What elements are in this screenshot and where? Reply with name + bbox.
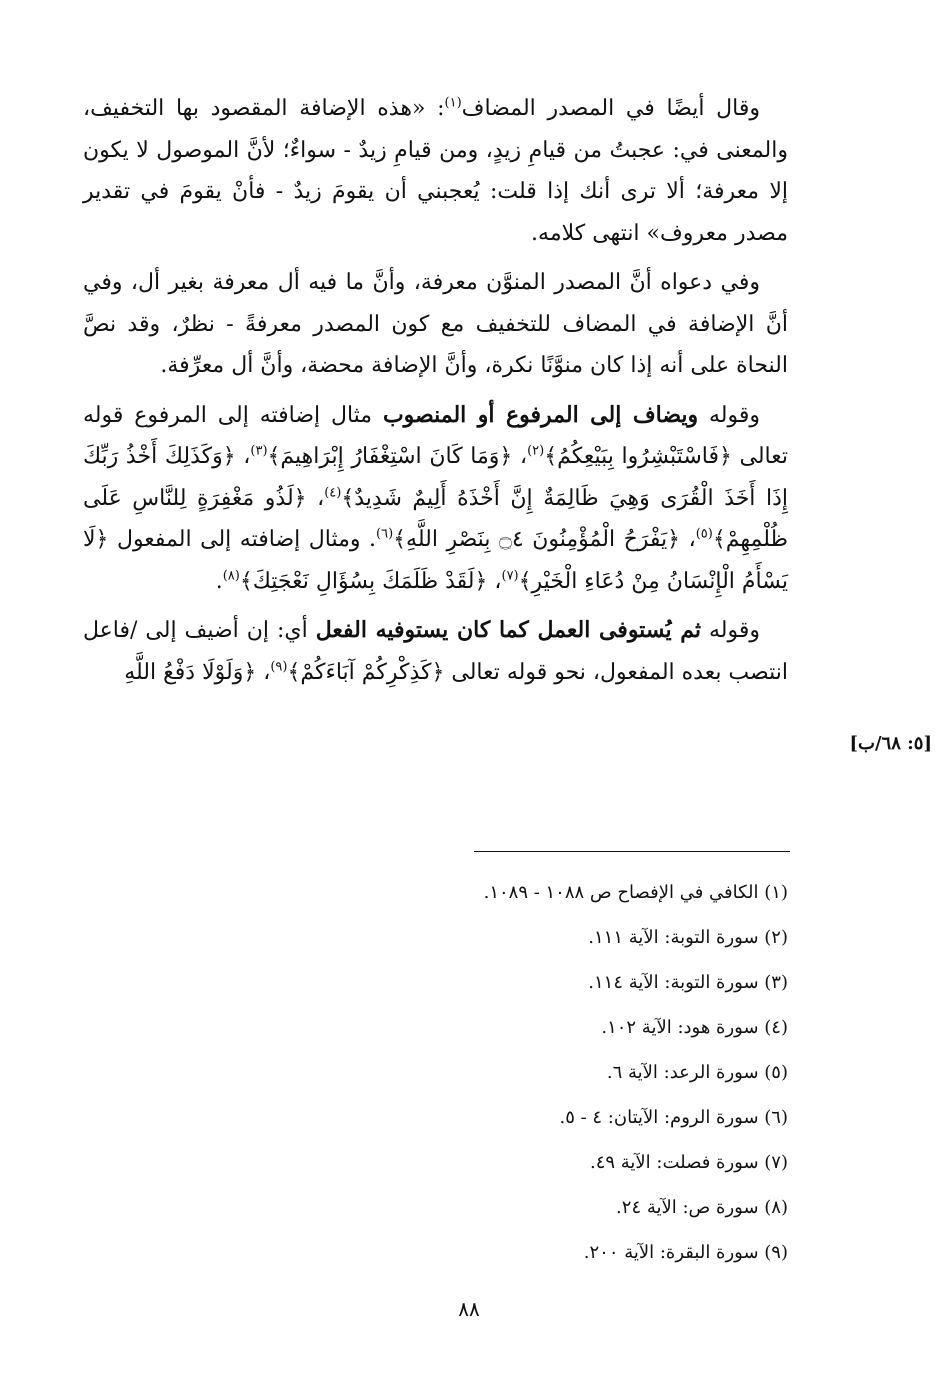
paragraph-4-bold-phrase: ثم يُستوفى العمل كما كان يستوفيه الفعل	[315, 617, 701, 643]
paragraph-3-pre: وقوله	[698, 402, 760, 428]
quran-quote-6: ﴿لَا يَسْأَمُ الْإِنْسَانُ مِنْ دُعَاءِ الْخَيْرِ﴾	[83, 527, 788, 594]
footnote-1: (١) الكافي في الإفصاح ص ١٠٨٨ - ١٠٨٩.	[483, 882, 788, 903]
page-number: ٨٨	[458, 1297, 480, 1321]
paragraph-3-bold-phrase: ويضاف إلى المرفوع أو المنصوب	[382, 401, 699, 428]
paragraph-4-post: أي: إن أضيف إلى /فاعل انتصب بعده المفعول، نحو قوله تعالى	[83, 618, 788, 685]
footnote-ref-8: (٨)	[222, 568, 240, 584]
footnote-ref-7: (٧)	[501, 568, 519, 584]
quran-quote-5: ، ﴿يَفْرَحُ الْمُؤْمِنُونَ ۝٤ بِنَصْرِ اللَّهِ﴾	[393, 527, 696, 552]
quran-quote-7: ، ﴿لَقَدْ ظَلَمَكَ بِسُؤَالِ نَعْجَتِكَ﴾	[239, 568, 502, 594]
quran-quote-1: ﴿فَاسْتَبْشِرُوا بِبَيْعِكُمُ﴾	[544, 444, 732, 469]
footnotes-list	[168, 870, 788, 1275]
footnote-6: (٦) سورة الروم: الآيتان: ٤ - ٥.	[559, 1107, 788, 1128]
footnote-ref-3: (٣)	[250, 443, 268, 459]
footnote-4: (٤) سورة هود: الآية ١٠٢.	[601, 1017, 788, 1038]
footnote-ref-1: (١)	[444, 95, 462, 111]
quran-quote-8: ﴿كَذِكْرِكُمْ آبَاءَكُمْ﴾	[287, 659, 445, 685]
manuscript-folio-marker: [٥: ٦٨/ب]	[849, 733, 932, 754]
footnote-separator	[474, 851, 790, 852]
main-text-block	[83, 88, 788, 701]
footnote-7: (٧) سورة فصلت: الآية ٤٩.	[589, 1152, 788, 1173]
footnote-2: (٢) سورة التوبة: الآية ١١١.	[588, 927, 788, 948]
footnote-9: (٩) سورة البقرة: الآية ٢٠٠.	[583, 1242, 788, 1263]
quran-quote-4: ، ﴿لَذُو مَغْفِرَةٍ لِلنَّاسِ عَلَى ظُلْمِهِمْ﴾	[83, 485, 789, 552]
footnote-5: (٥) سورة الرعد: الآية ٦.	[606, 1062, 788, 1083]
paragraph-2: وفي دعواه أنَّ المصدر المنوَّن معرفة، وأنَّ ما فيه أل معرفة بغير أل، وفي أنَّ الإضافة في المضاف للتخفيف مع كون المصدر معرفةً - نظرٌ، وقد نصَّ النحاة على أنه إذا كان منوَّنًا نكرة، وأنَّ الإضافة محضة، وأنَّ أل معرِّفة.	[83, 270, 788, 378]
footnote-ref-6: (٦)	[376, 526, 394, 542]
paragraph-1-lead: وقال أيضًا في المصدر المضاف	[461, 96, 760, 121]
paragraph-4-pre: وقوله	[701, 618, 760, 643]
paragraph-3-mid: . ومثال إضافته إلى المفعول	[108, 527, 377, 552]
paragraph-3-end: .	[215, 568, 223, 594]
paragraph-1-rest: : «هذه الإضافة المقصود بها التخفيف، والمعنى في: عجبتُ من قيامِ زيدٍ، ومن قيامِ زيدٌ - سواءٌ؛ لأنَّ الموصول لا يكون إلا معرفة؛ ألا ترى أنك إذا قلت: يُعجبني أن يقومَ زيدٌ - فأنْ يقومَ في تقدير مصدر معروف» انتهى كلامه.	[83, 96, 788, 246]
paragraph-4	[83, 610, 788, 693]
footnote-ref-2: (٢)	[527, 443, 545, 459]
paragraph-3-post: مثال إضافته إلى المرفوع قوله تعالى	[83, 402, 789, 469]
paragraph-3	[83, 395, 788, 603]
quran-quote-3: ، ﴿وَكَذَلِكَ أَخْذُ رَبِّكَ إِذَا أَخَذَ الْقُرَى وَهِيَ ظَالِمَةٌ إِنَّ أَخْذَهُ أَلِيمٌ شَدِيدٌ﴾	[83, 444, 788, 511]
footnote-ref-4: (٤)	[324, 485, 342, 501]
footnote-3: (٣) سورة التوبة: الآية ١١٤.	[588, 972, 788, 993]
footnote-ref-5: (٥)	[695, 526, 713, 542]
footnote-8: (٨) سورة ص: الآية ٢٤.	[616, 1197, 788, 1218]
paragraph-1	[83, 88, 788, 254]
quran-quote-2: ، ﴿وَمَا كَانَ اسْتِغْفَارُ إِبْرَاهِيمَ﴾	[267, 444, 528, 469]
footnote-ref-9: (٩)	[270, 659, 288, 675]
quran-quote-9: ، ﴿وَلَوْلَا دَفْعُ اللَّهِ	[124, 659, 271, 685]
